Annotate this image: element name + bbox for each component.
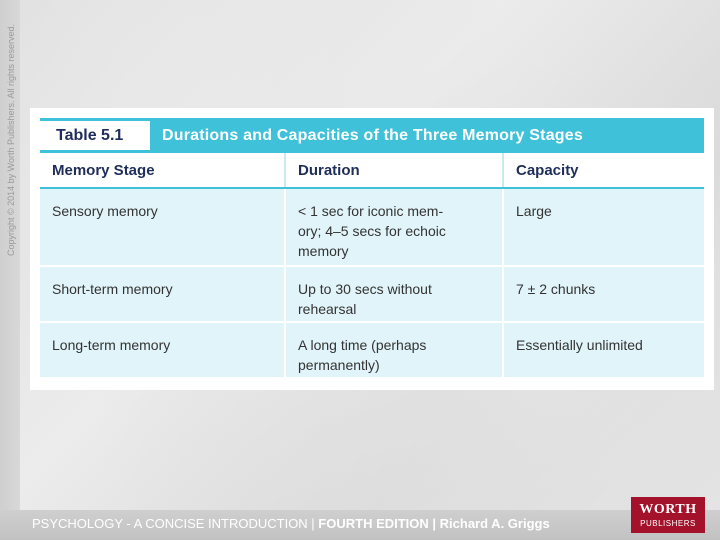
table-row (40, 267, 704, 323)
footer-edition-author: FOURTH EDITION | Richard A. Griggs (318, 516, 550, 531)
column-header-memory-stage: Memory Stage (40, 153, 286, 187)
cell-duration: < 1 sec for iconic mem- ory; 4–5 secs for echoic memory (286, 189, 504, 265)
table-row (40, 189, 704, 267)
table-row (40, 323, 704, 379)
publisher-logo (631, 497, 705, 533)
copyright-notice: Copyright © 2014 by Worth Publishers. All rights reserved. (6, 23, 16, 257)
table-number: Table 5.1 (40, 121, 150, 150)
table-panel (30, 108, 714, 390)
table-header (40, 118, 704, 153)
column-header-capacity: Capacity (516, 161, 579, 179)
cell-capacity: 7 ± 2 chunks (516, 281, 596, 297)
cell-memory-stage: Short-term memory (40, 267, 286, 321)
column-headers (40, 153, 704, 189)
table-body (40, 189, 704, 379)
cell-duration: A long time (perhaps permanently) (286, 323, 504, 377)
footer-book-info (32, 516, 550, 531)
table-title: Durations and Capacities of the Three Memory Stages (162, 126, 583, 144)
cell-memory-stage: Sensory memory (40, 189, 286, 265)
cell-memory-stage: Long-term memory (40, 323, 286, 377)
cell-capacity: Essentially unlimited (516, 337, 643, 353)
cell-duration: Up to 30 secs without rehearsal (286, 267, 504, 321)
logo-line-2: PUBLISHERS (640, 518, 696, 528)
column-header-duration: Duration (286, 153, 504, 187)
cell-capacity: Large (516, 203, 552, 219)
footer-book-title: PSYCHOLOGY - A CONCISE INTRODUCTION | (32, 516, 319, 531)
logo-line-1: WORTH (639, 501, 697, 517)
